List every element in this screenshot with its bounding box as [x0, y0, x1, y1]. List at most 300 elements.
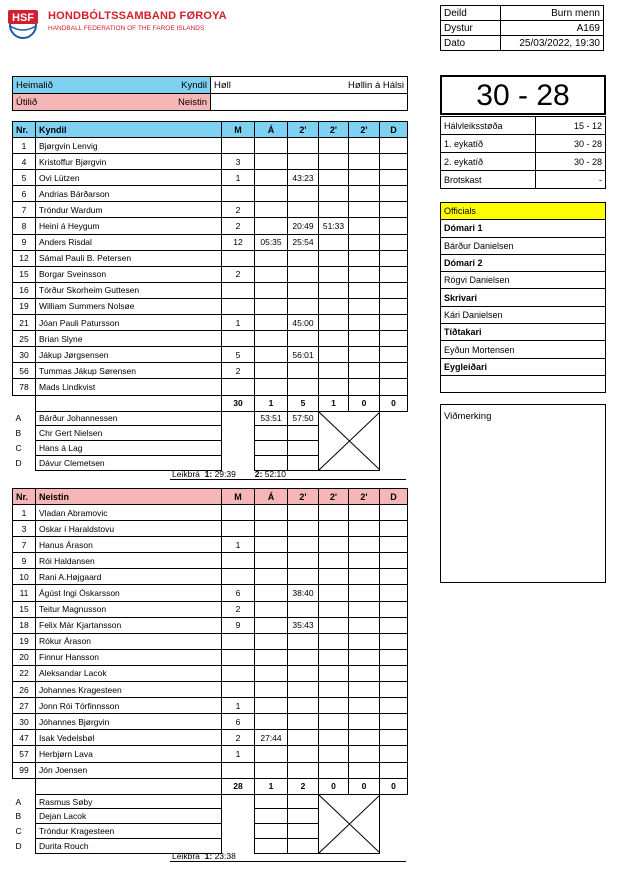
player-d	[380, 714, 408, 730]
player-d	[380, 234, 408, 250]
player-t3	[349, 698, 380, 714]
official-name: Hans á Lag	[36, 441, 222, 456]
player-a	[255, 617, 288, 633]
venue-cell	[211, 77, 408, 94]
player-d	[380, 363, 408, 379]
player-d	[380, 138, 408, 154]
player-a	[255, 505, 288, 521]
home-label: Heimalið	[16, 79, 53, 91]
player-m	[222, 331, 255, 347]
player-name: Johannes Kragesteen	[36, 682, 222, 698]
blank-cell	[380, 824, 408, 839]
info-value: A169	[501, 21, 604, 36]
player-d	[380, 154, 408, 170]
player-nr: 3	[13, 521, 36, 537]
player-t1	[288, 569, 319, 585]
total-t3: 0	[349, 778, 380, 794]
player-t3	[349, 331, 380, 347]
player-d	[380, 202, 408, 218]
player-m: 1	[222, 537, 255, 553]
player-nr: 1	[13, 505, 36, 521]
column-header: Kyndil	[36, 122, 222, 138]
column-header: Neistin	[36, 489, 222, 505]
player-t1	[288, 665, 319, 681]
blank-cell	[222, 824, 255, 839]
player-t2	[319, 730, 349, 746]
player-m: 3	[222, 154, 255, 170]
player-t3	[349, 762, 380, 778]
player-row	[13, 138, 408, 154]
player-row	[13, 505, 408, 521]
player-t2	[319, 331, 349, 347]
player-a	[255, 266, 288, 282]
player-m	[222, 553, 255, 569]
player-t1	[288, 331, 319, 347]
column-header: D	[380, 489, 408, 505]
player-a	[255, 298, 288, 314]
player-name: Vladan Abramovic	[36, 505, 222, 521]
player-m	[222, 282, 255, 298]
official-role: Eygleiðari	[441, 358, 606, 375]
player-d	[380, 746, 408, 762]
player-row	[13, 617, 408, 633]
player-t3	[349, 537, 380, 553]
player-t1	[288, 202, 319, 218]
player-name: Rói Haldansen	[36, 553, 222, 569]
timeout-time: 52:10	[264, 469, 286, 479]
crossed-out-cell	[319, 794, 380, 853]
blank-cell	[222, 441, 255, 456]
away-label: Útilið	[16, 96, 38, 108]
player-name: Hanus Árason	[36, 537, 222, 553]
player-d	[380, 649, 408, 665]
empty-cell	[211, 94, 408, 111]
officials-title: Officials	[441, 203, 606, 220]
player-name: Tróndur Wardum	[36, 202, 222, 218]
player-a	[255, 347, 288, 363]
official-suspension	[288, 426, 319, 441]
player-m	[222, 633, 255, 649]
player-d	[380, 298, 408, 314]
player-t1	[288, 379, 319, 395]
player-t2	[319, 553, 349, 569]
player-row	[13, 633, 408, 649]
total-t1: 2	[288, 778, 319, 794]
player-a	[255, 521, 288, 537]
player-d	[380, 633, 408, 649]
away-team-cell	[13, 94, 211, 111]
player-d	[380, 218, 408, 234]
total-a: 1	[255, 778, 288, 794]
player-d	[380, 730, 408, 746]
remark-label: Viðmerking	[444, 411, 492, 422]
player-d	[380, 665, 408, 681]
player-a	[255, 154, 288, 170]
player-t1: 35:43	[288, 617, 319, 633]
player-t1: 20:49	[288, 218, 319, 234]
player-m	[222, 186, 255, 202]
player-m: 6	[222, 714, 255, 730]
player-m	[222, 505, 255, 521]
player-a	[255, 379, 288, 395]
timeout-number: 1:	[204, 851, 213, 861]
player-m: 1	[222, 746, 255, 762]
player-t2	[319, 569, 349, 585]
player-row	[13, 363, 408, 379]
official-suspension	[288, 455, 319, 470]
player-m: 2	[222, 218, 255, 234]
timeout-label: Leikbrá	[172, 851, 200, 861]
column-header: 2'	[349, 122, 380, 138]
player-row	[13, 521, 408, 537]
player-t3	[349, 569, 380, 585]
player-m: 2	[222, 202, 255, 218]
player-t3	[349, 315, 380, 331]
player-row	[13, 665, 408, 681]
official-suspension	[288, 794, 319, 809]
player-row	[13, 601, 408, 617]
player-row	[13, 218, 408, 234]
hsf-logo	[6, 6, 40, 40]
player-row	[13, 282, 408, 298]
player-t3	[349, 553, 380, 569]
player-m: 1	[222, 698, 255, 714]
player-m	[222, 569, 255, 585]
player-d	[380, 170, 408, 186]
blank-cell	[380, 809, 408, 824]
player-t3	[349, 585, 380, 601]
player-a	[255, 746, 288, 762]
player-d	[380, 505, 408, 521]
official-role: Skrivari	[441, 289, 606, 306]
player-t1	[288, 730, 319, 746]
official-warning: 53:51	[255, 411, 288, 426]
player-t1: 25:54	[288, 234, 319, 250]
player-m: 2	[222, 266, 255, 282]
player-t2	[319, 186, 349, 202]
home-players-table	[12, 121, 408, 471]
player-t2: 51:33	[319, 218, 349, 234]
blank-cell	[222, 426, 255, 441]
score-row-value: 30 - 28	[536, 153, 606, 171]
player-m	[222, 521, 255, 537]
player-t3	[349, 363, 380, 379]
player-d	[380, 521, 408, 537]
player-t3	[349, 154, 380, 170]
blank-cell	[380, 794, 408, 809]
official-letter: B	[15, 811, 22, 822]
total-d: 0	[380, 395, 408, 411]
player-t1	[288, 154, 319, 170]
player-d	[380, 347, 408, 363]
player-row	[13, 585, 408, 601]
player-m: 2	[222, 730, 255, 746]
player-m	[222, 762, 255, 778]
column-header: 2'	[288, 489, 319, 505]
player-m: 2	[222, 363, 255, 379]
player-name: Isak Vedelsbøl	[36, 730, 222, 746]
player-nr: 30	[13, 714, 36, 730]
logo-lettering: HSF	[12, 12, 34, 24]
player-t3	[349, 282, 380, 298]
player-t2	[319, 617, 349, 633]
blank-cell	[222, 809, 255, 824]
player-a: 27:44	[255, 730, 288, 746]
player-row	[13, 315, 408, 331]
player-t3	[349, 298, 380, 314]
player-t3	[349, 714, 380, 730]
player-t3	[349, 170, 380, 186]
player-name: Ágúst Ingi Óskarsson	[36, 585, 222, 601]
totals-row	[13, 778, 408, 794]
player-t3	[349, 347, 380, 363]
player-t1	[288, 138, 319, 154]
player-row	[13, 730, 408, 746]
official-suspension	[288, 441, 319, 456]
player-t2	[319, 633, 349, 649]
team-official-row	[13, 794, 408, 809]
player-name: Finnur Hansson	[36, 649, 222, 665]
player-name: Anders Risdal	[36, 234, 222, 250]
player-row	[13, 714, 408, 730]
player-nr: 16	[13, 282, 36, 298]
player-row	[13, 186, 408, 202]
player-row	[13, 698, 408, 714]
player-row	[13, 379, 408, 395]
player-m: 6	[222, 585, 255, 601]
player-t3	[349, 746, 380, 762]
player-m	[222, 250, 255, 266]
player-t2	[319, 649, 349, 665]
official-name: Kári Danielsen	[441, 306, 606, 323]
player-d	[380, 282, 408, 298]
player-t2	[319, 315, 349, 331]
player-nr: 22	[13, 665, 36, 681]
info-label: Deild	[441, 6, 501, 21]
player-t2	[319, 698, 349, 714]
player-a	[255, 250, 288, 266]
player-t1: 45:00	[288, 315, 319, 331]
player-t2	[319, 282, 349, 298]
player-t1	[288, 762, 319, 778]
player-nr: 18	[13, 617, 36, 633]
officials-table	[440, 202, 606, 393]
final-score: 30 - 28	[440, 75, 606, 115]
player-d	[380, 569, 408, 585]
player-t3	[349, 218, 380, 234]
player-d	[380, 601, 408, 617]
player-a	[255, 649, 288, 665]
official-role: Dómari 1	[441, 220, 606, 237]
player-t2	[319, 682, 349, 698]
player-t3	[349, 521, 380, 537]
official-name: Dejan Lacok	[36, 809, 222, 824]
official-warning	[255, 824, 288, 839]
player-m	[222, 379, 255, 395]
player-name: Tummas Jákup Sørensen	[36, 363, 222, 379]
player-d	[380, 762, 408, 778]
player-name: Teitur Magnusson	[36, 601, 222, 617]
player-name: Felix Már Kjartansson	[36, 617, 222, 633]
player-t1	[288, 553, 319, 569]
player-t3	[349, 138, 380, 154]
player-t1	[288, 649, 319, 665]
player-name: Borgar Sveinsson	[36, 266, 222, 282]
player-m: 1	[222, 170, 255, 186]
timeout-number: 2:	[254, 469, 263, 479]
player-d	[380, 617, 408, 633]
info-label: Dystur	[441, 21, 501, 36]
official-suspension	[288, 824, 319, 839]
player-d	[380, 186, 408, 202]
player-nr: 7	[13, 537, 36, 553]
player-t3	[349, 649, 380, 665]
player-row	[13, 537, 408, 553]
official-letter: B	[15, 428, 22, 439]
cross-mark	[319, 412, 380, 470]
player-nr: 11	[13, 585, 36, 601]
player-name: Heini á Heygum	[36, 218, 222, 234]
player-d	[380, 537, 408, 553]
player-a	[255, 331, 288, 347]
player-d	[380, 250, 408, 266]
home-team-cell	[13, 77, 211, 94]
player-nr: 47	[13, 730, 36, 746]
column-header: Nr.	[13, 122, 36, 138]
player-name: Brian Slyne	[36, 331, 222, 347]
official-name: Chr Gert Nielsen	[36, 426, 222, 441]
player-t1	[288, 601, 319, 617]
player-name: Tórður Skorheim Guttesen	[36, 282, 222, 298]
player-t1	[288, 633, 319, 649]
timeout-label: Leikbrá	[172, 469, 200, 479]
player-row	[13, 649, 408, 665]
column-header: 2'	[319, 489, 349, 505]
player-t1	[288, 521, 319, 537]
player-d	[380, 682, 408, 698]
player-d	[380, 698, 408, 714]
official-name: Rógvi Danielsen	[441, 272, 606, 289]
header-row	[13, 122, 408, 138]
player-t3	[349, 250, 380, 266]
player-nr: 15	[13, 266, 36, 282]
official-name: Tróndur Kragesteen	[36, 824, 222, 839]
player-name: Ovi Lützen	[36, 170, 222, 186]
player-name: Oskar í Haraldstovu	[36, 521, 222, 537]
player-row	[13, 170, 408, 186]
player-nr: 20	[13, 649, 36, 665]
player-t2	[319, 202, 349, 218]
player-nr: 10	[13, 569, 36, 585]
player-name: Jákup Jørgsensen	[36, 347, 222, 363]
player-t1: 43:23	[288, 170, 319, 186]
total-t2: 1	[319, 395, 349, 411]
player-a	[255, 186, 288, 202]
player-t1	[288, 714, 319, 730]
player-t1	[288, 250, 319, 266]
player-name: Jóan Pauli Patursson	[36, 315, 222, 331]
player-t2	[319, 714, 349, 730]
official-suspension: 57:50	[288, 411, 319, 426]
away-team-name: Neistin	[177, 96, 207, 108]
player-name: Mads Lindkvist	[36, 379, 222, 395]
official-name: Bárður Danielsen	[441, 237, 606, 254]
player-nr: 1	[13, 138, 36, 154]
player-nr: 7	[13, 202, 36, 218]
org-name: HONDBÓLTSSAMBAND FØROYA	[48, 10, 227, 22]
player-row	[13, 298, 408, 314]
player-m: 9	[222, 617, 255, 633]
score-row-label: 2. eykatíð	[441, 153, 536, 171]
player-a	[255, 218, 288, 234]
player-t2	[319, 601, 349, 617]
player-t2	[319, 665, 349, 681]
official-warning	[255, 426, 288, 441]
column-header: D	[380, 122, 408, 138]
info-label: Dato	[441, 36, 501, 51]
player-a	[255, 569, 288, 585]
home-timeouts	[170, 469, 406, 480]
total-t2: 0	[319, 778, 349, 794]
column-header: M	[222, 489, 255, 505]
official-warning	[255, 809, 288, 824]
column-header: M	[222, 122, 255, 138]
player-d	[380, 315, 408, 331]
official-warning	[255, 441, 288, 456]
column-header: 2'	[319, 122, 349, 138]
total-m: 28	[222, 778, 255, 794]
player-name: Kristoffur Bjørgvin	[36, 154, 222, 170]
player-t1	[288, 746, 319, 762]
player-nr: 78	[13, 379, 36, 395]
official-role: Dómari 2	[441, 254, 606, 271]
player-t3	[349, 730, 380, 746]
info-value: Burn menn	[501, 6, 604, 21]
match-info-table	[440, 5, 604, 51]
player-name: Jóhannes Bjørgvin	[36, 714, 222, 730]
player-t1	[288, 282, 319, 298]
total-m: 30	[222, 395, 255, 411]
official-name: Bárður Johannessen	[36, 411, 222, 426]
player-t2	[319, 585, 349, 601]
blank-cell	[36, 778, 222, 794]
player-t2	[319, 154, 349, 170]
total-t3: 0	[349, 395, 380, 411]
player-row	[13, 682, 408, 698]
official-letter: A	[15, 413, 22, 424]
score-row-label: Hálvleiksstøða	[441, 117, 536, 135]
official-letter: D	[15, 840, 22, 851]
player-name: Sámal Pauli B. Petersen	[36, 250, 222, 266]
player-t3	[349, 665, 380, 681]
player-nr: 30	[13, 347, 36, 363]
player-t2	[319, 505, 349, 521]
player-d	[380, 331, 408, 347]
player-nr: 5	[13, 170, 36, 186]
player-t2	[319, 234, 349, 250]
remark-box	[440, 404, 606, 583]
player-a	[255, 553, 288, 569]
player-a	[255, 202, 288, 218]
player-nr: 19	[13, 633, 36, 649]
player-t3	[349, 617, 380, 633]
player-t1	[288, 363, 319, 379]
player-nr: 9	[13, 234, 36, 250]
score-row-value: 30 - 28	[536, 135, 606, 153]
player-name: Herbjørn Lava	[36, 746, 222, 762]
player-d	[380, 379, 408, 395]
player-a	[255, 762, 288, 778]
